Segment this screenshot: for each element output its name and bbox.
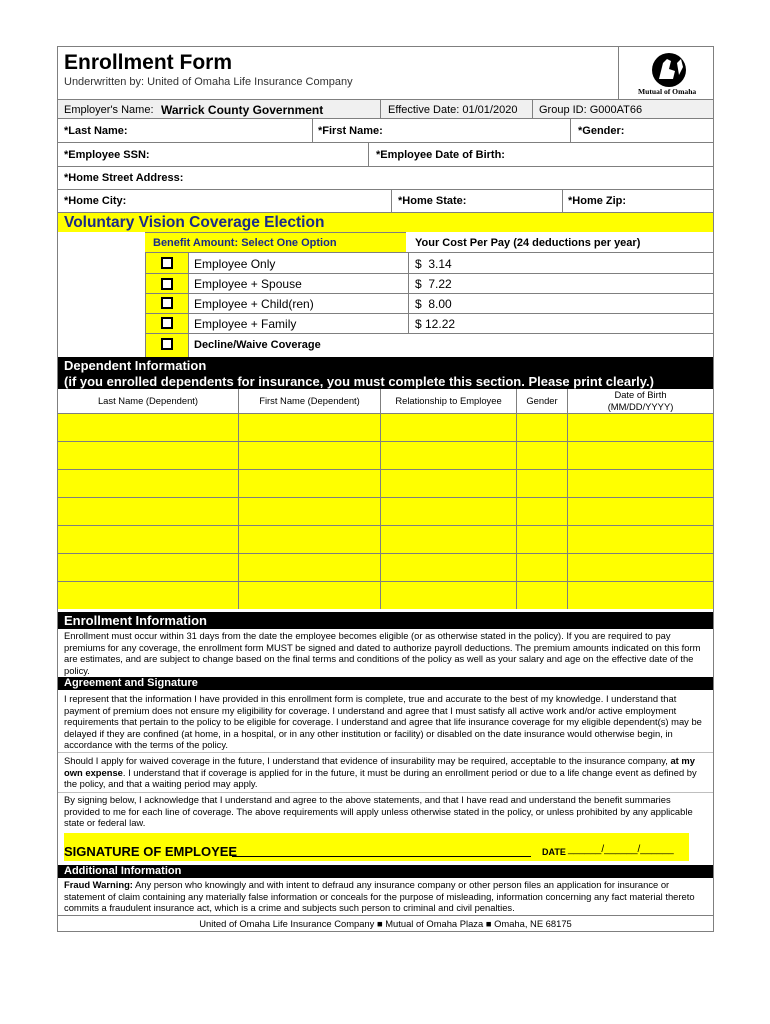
first-name-field[interactable]: *First Name: xyxy=(318,125,383,137)
col-first-name: First Name (Dependent) xyxy=(259,395,360,406)
signature-row[interactable] xyxy=(64,833,689,861)
last-name-field[interactable]: *Last Name: xyxy=(64,125,128,137)
dependent-table-header xyxy=(58,389,713,413)
footer-plaza: Mutual of Omaha Plaza xyxy=(385,918,484,929)
enrollment-form xyxy=(57,46,714,932)
bullet-icon: ■ xyxy=(485,918,492,929)
agreement-paragraph-3: By signing below, I acknowledge that I understand and agree to the above statements, and that I have read and understand the benefit summaries provided to me for each line of coverage. The above requirements will apply unless otherwise stated in the policy, or unless prohibited by any applicable state or federal law. xyxy=(64,794,693,829)
dob-field[interactable]: *Employee Date of Birth: xyxy=(376,149,505,161)
agreement-section-header xyxy=(58,677,713,690)
option-employee-children-checkbox[interactable] xyxy=(161,297,173,309)
dependent-subtitle: (if you enrolled dependents for insurance, you must complete this section. Please print clearly.) xyxy=(64,374,654,389)
page-title: Enrollment Form xyxy=(64,51,233,74)
enrollment-text: Enrollment must occur within 31 days from the date the employee becomes eligible (or as otherwise stated in the policy). If you are required to pay premiums for any coverage, the enrollment form MUST be signed and dated to authorize payroll deductions. The premium amounts indicated on this form are estimates, and are subject to change based on the final terms and conditions of the policy as well as your salary and age on the effective date of the policy. xyxy=(64,630,701,676)
option-employee-only-label: Employee Only xyxy=(194,257,276,271)
fraud-warning: Fraud Warning: Any person who knowingly and with intent to defraud any insurance company or other person files an application for insurance or statement of claim containing any materially false information or conceals for the purpose of misleading, information concerning any fact material thereto commits a fraudulent insurance act, which is a crime and subjects such person to criminal and civil penalties. xyxy=(64,879,695,914)
effective-date: Effective Date: 01/01/2020 xyxy=(388,104,518,116)
option-decline-label: Decline/Waive Coverage xyxy=(194,339,321,351)
ssn-field[interactable]: *Employee SSN: xyxy=(64,149,150,161)
employer-name: Warrick County Government xyxy=(161,103,324,117)
col-gender: Gender xyxy=(526,395,558,406)
group-id: Group ID: G000AT66 xyxy=(539,104,643,116)
agreement-paragraph-1: I represent that the information I have provided in this enrollment form is complete, true and accurate to the best of my knowledge. I understand that payment of premium does not ensure my eligibility for coverage. I understand and agree that I must satisfy all active work and/or active employment requirements that pertain to the policy to be eligible for coverage. I understand and agree that life insurance coverage for my eligible dependent(s) may be delayed if they are confined (at home, in a hospital, or in any other institution or facility) or disabled on the date insurance would otherwise begin, in accordance with the terms of the policy. xyxy=(64,693,702,751)
bullet-icon: ■ xyxy=(376,918,383,929)
home-city-field[interactable]: *Home City: xyxy=(64,195,127,207)
enrollment-section-header xyxy=(58,612,713,629)
vision-title: Voluntary Vision Coverage Election xyxy=(64,214,325,231)
option-employee-spouse-cost: $ 7.22 xyxy=(415,277,452,291)
home-state-field[interactable]: *Home State: xyxy=(398,195,467,207)
agreement-title: Agreement and Signature xyxy=(64,677,198,689)
dependent-row[interactable] xyxy=(58,497,713,525)
dependent-title: Dependent Information xyxy=(64,358,207,373)
col-last-name: Last Name (Dependent) xyxy=(97,395,199,406)
option-employee-children-label: Employee + Child(ren) xyxy=(194,297,314,311)
street-address-field[interactable]: *Home Street Address: xyxy=(64,172,184,184)
date-blank[interactable]: ______/______/______ xyxy=(568,844,674,855)
footer-city: Omaha, NE 68175 xyxy=(494,918,572,929)
dependent-row[interactable] xyxy=(58,553,713,581)
signature-label: SIGNATURE OF EMPLOYEE xyxy=(64,844,238,859)
col-dob-format: (MM/DD/YYYY) xyxy=(607,401,674,412)
option-employee-family-cost: $ 12.22 xyxy=(415,317,456,331)
option-employee-only-checkbox[interactable] xyxy=(161,257,173,269)
gender-field[interactable]: *Gender: xyxy=(578,125,625,137)
col-relationship: Relationship to Employee xyxy=(395,395,502,406)
dependent-row[interactable] xyxy=(58,525,713,553)
signature-line[interactable] xyxy=(232,856,531,857)
dependent-row[interactable] xyxy=(58,581,713,609)
mutual-of-omaha-logo xyxy=(633,49,713,99)
dependent-row[interactable] xyxy=(58,469,713,497)
cost-header: Your Cost Per Pay (24 deductions per year) xyxy=(415,237,641,249)
logo-text: Mutual of Omaha xyxy=(638,87,697,96)
employer-label: Employer's Name: xyxy=(64,104,154,116)
agreement-paragraph-2: Should I apply for waived coverage in the future, I understand that evidence of insurability may be required, acceptable to the insurance company, at my own expense. I understand that if coverage is applied for in the future, it must be during an enrollment period or due to a life change event as defined by the policy, and that a waiting period may apply. xyxy=(64,755,697,790)
footer xyxy=(58,918,713,929)
option-employee-spouse-label: Employee + Spouse xyxy=(194,277,302,291)
footer-company: United of Omaha Life Insurance Company xyxy=(199,918,375,929)
dependent-row[interactable] xyxy=(58,413,713,441)
dependent-rows xyxy=(58,413,713,611)
vision-section-header xyxy=(58,213,713,232)
dependent-section-header xyxy=(58,357,713,389)
option-employee-children-cost: $ 8.00 xyxy=(415,297,452,311)
enrollment-title: Enrollment Information xyxy=(64,613,207,628)
option-employee-family-label: Employee + Family xyxy=(194,317,297,331)
option-employee-only-cost: $ 3.14 xyxy=(415,257,452,271)
option-employee-family-checkbox[interactable] xyxy=(161,317,173,329)
option-decline-checkbox[interactable] xyxy=(161,338,173,350)
home-zip-field[interactable]: *Home Zip: xyxy=(568,195,627,207)
col-dob: Date of Birth xyxy=(614,389,667,400)
dependent-row[interactable] xyxy=(58,441,713,469)
additional-title: Additional Information xyxy=(64,865,182,877)
benefit-header: Benefit Amount: Select One Option xyxy=(145,232,406,252)
underwriter-text: Underwritten by: United of Omaha Life Insurance Company xyxy=(64,76,353,88)
additional-section-header xyxy=(58,865,713,878)
date-label: DATE xyxy=(542,847,566,857)
option-employee-spouse-checkbox[interactable] xyxy=(161,278,173,290)
